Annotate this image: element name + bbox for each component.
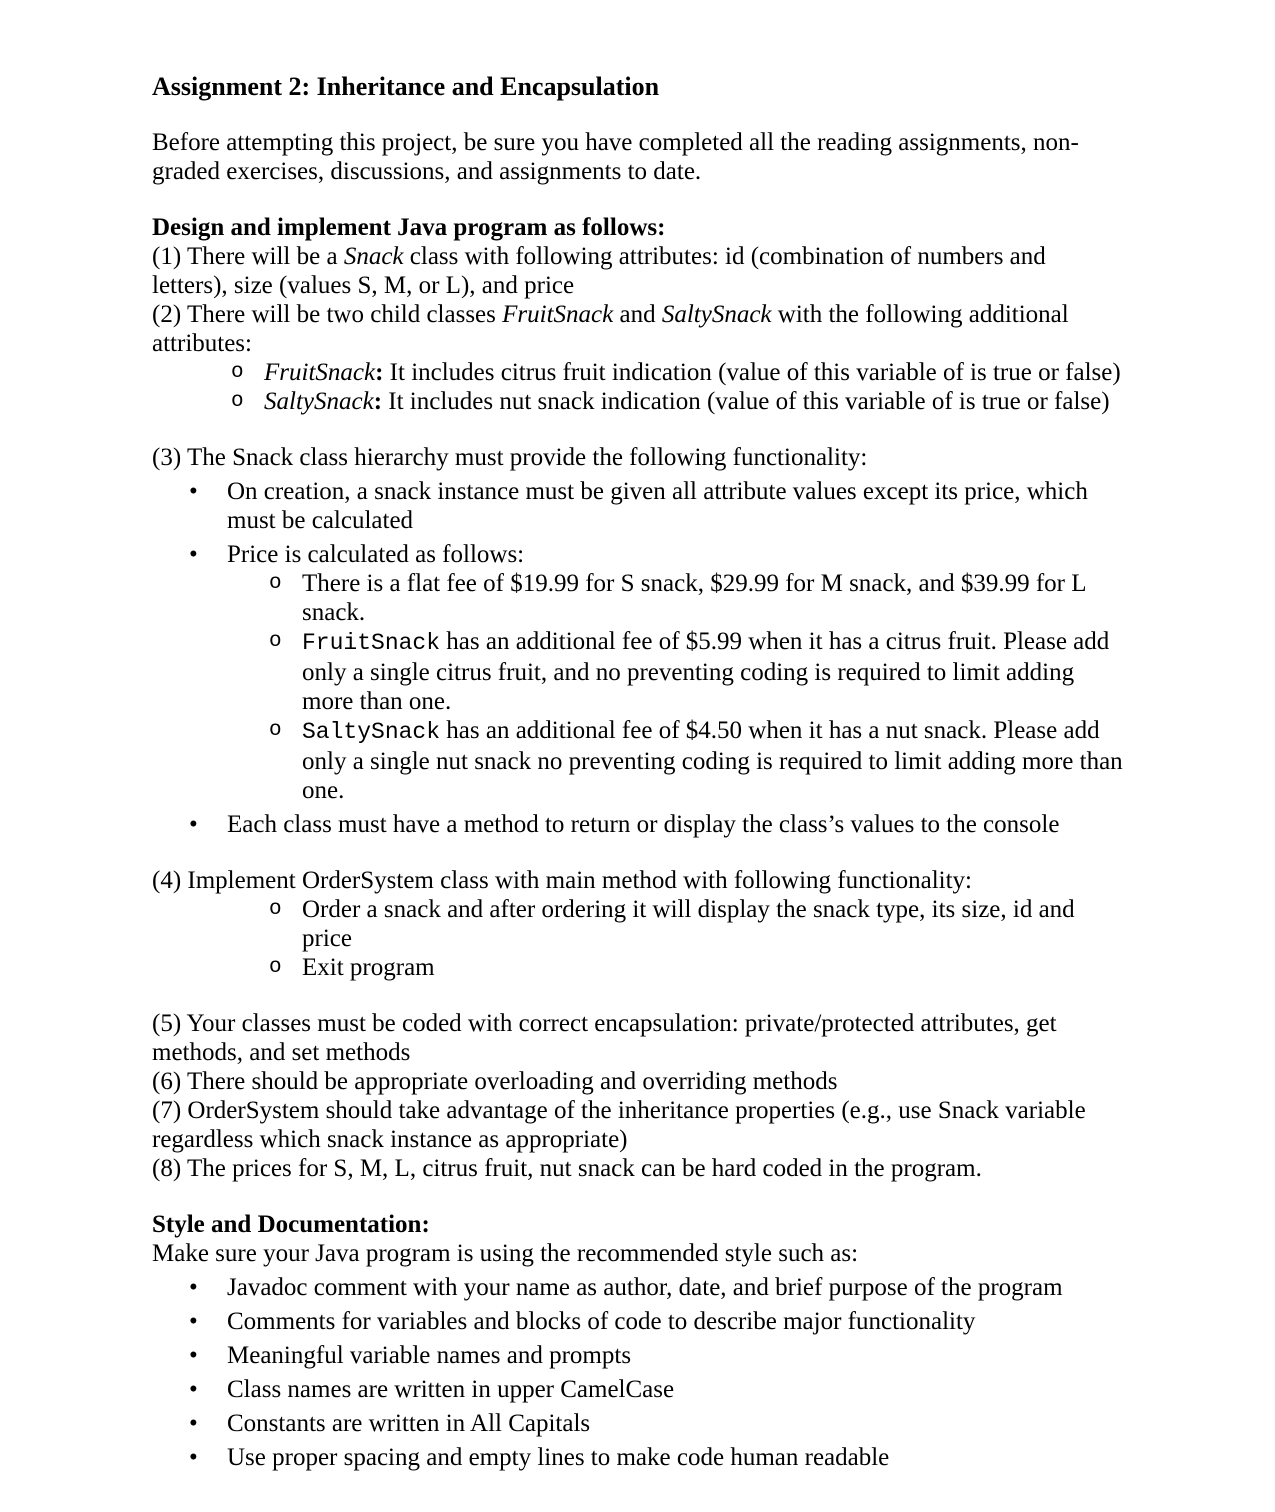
- style-bullet-javadoc: [152, 1273, 1123, 1302]
- bullet-marker: •: [189, 1410, 198, 1437]
- text-segment: has an additional fee of $4.50 when it has a nut snack. Please add only a single nut snack no preventing coding is required to limit adding more than one.: [302, 717, 1123, 804]
- style-bullet-comments: [152, 1307, 1123, 1336]
- list-item-display-method: [152, 810, 1123, 839]
- class-name-saltysnack: SaltySnack: [661, 301, 772, 328]
- list-item-content: Order a snack and after ordering it will display the snack type, its size, id and price: [302, 896, 1075, 952]
- circle-bullet-marker: o: [231, 390, 244, 413]
- list-item-content: Price is calculated as follows:: [227, 541, 525, 568]
- text-segment: and: [613, 301, 662, 328]
- requirement-3: (3) The Snack class hierarchy must provide the following functionality:: [152, 444, 868, 471]
- class-name-snack: Snack: [343, 243, 404, 270]
- list-item-fruitsnack-fee: [152, 627, 1123, 716]
- list-item-content: On creation, a snack instance must be given all attribute values except its price, which must be calculated: [227, 478, 1088, 534]
- text-segment: class with following attributes: id (combination of numbers and letters), size (values S, M, or L), and price: [152, 243, 1046, 299]
- design-section-heading: Design and implement Java program as follows:: [152, 214, 666, 241]
- requirement-7: (7) OrderSystem should take advantage of the inheritance properties (e.g., use Snack variable regardless which snack instance as appropriate): [152, 1097, 1086, 1153]
- colon-separator: :: [373, 388, 383, 415]
- requirement-4: (4) Implement OrderSystem class with main method with following functionality:: [152, 867, 972, 894]
- requirement-5: (5) Your classes must be coded with correct encapsulation: private/protected attributes, get methods, and set methods: [152, 1010, 1057, 1066]
- requirement-1: [152, 242, 1123, 300]
- list-item-flat-fee: [152, 569, 1123, 627]
- colon-separator: :: [375, 359, 384, 386]
- list-item-content: There is a flat fee of $19.99 for S snack, $29.99 for M snack, and $39.99 for L snack.: [302, 570, 1086, 626]
- style-bullet-variable-names: [152, 1341, 1123, 1370]
- list-item-fruitsnack-attribute: [152, 358, 1123, 387]
- class-name-fruitsnack: FruitSnack: [264, 359, 376, 386]
- document-title: Assignment 2: Inheritance and Encapsulation: [152, 72, 660, 101]
- bullet-marker: •: [189, 478, 198, 505]
- class-name-saltysnack: SaltySnack: [264, 388, 374, 415]
- bullet-marker: •: [189, 1274, 198, 1301]
- list-item-content: [302, 628, 1109, 715]
- list-item-content: Each class must have a method to return or display the class’s values to the console: [227, 811, 1060, 838]
- text-segment: (2) There will be two child classes: [152, 301, 503, 328]
- style-section-heading: Style and Documentation:: [152, 1211, 430, 1238]
- list-item-content: Meaningful variable names and prompts: [227, 1342, 632, 1369]
- intro-paragraph: Before attempting this project, be sure you have completed all the reading assignments, non-graded exercises, discussions, and assignments to date.: [152, 129, 1079, 185]
- bullet-marker: •: [189, 1342, 198, 1369]
- bullet-marker: •: [189, 1444, 198, 1471]
- code-saltysnack: SaltySnack: [302, 719, 441, 745]
- bullet-marker: •: [189, 811, 198, 838]
- list-item-content: Comments for variables and blocks of code to describe major functionality: [227, 1308, 976, 1335]
- circle-bullet-marker: o: [269, 719, 282, 742]
- style-intro: Make sure your Java program is using the recommended style such as:: [152, 1240, 859, 1267]
- list-item-exit-program: [152, 953, 1123, 982]
- list-item-saltysnack-attribute: [152, 387, 1123, 416]
- list-item-content: Javadoc comment with your name as author, date, and brief purpose of the program: [227, 1274, 1063, 1301]
- list-item-on-creation: [152, 477, 1123, 535]
- text-segment: It includes citrus fruit indication (value of this variable of is true or false): [383, 359, 1121, 386]
- text-segment: has an additional fee of $5.99 when it has a citrus fruit. Please add only a single citrus fruit, and no preventing coding is required to limit adding more than one.: [302, 628, 1110, 715]
- list-item-saltysnack-fee: [152, 716, 1123, 805]
- list-item-content: Constants are written in All Capitals: [227, 1410, 591, 1437]
- circle-bullet-marker: o: [269, 898, 282, 921]
- code-fruitsnack: FruitSnack: [302, 630, 441, 656]
- text-segment: It includes nut snack indication (value of this variable of is true or false): [382, 388, 1110, 415]
- class-name-fruitsnack: FruitSnack: [502, 301, 614, 328]
- list-item-price-calculated: [152, 540, 1123, 569]
- circle-bullet-marker: o: [269, 630, 282, 653]
- list-item-order-snack: [152, 895, 1123, 953]
- requirement-8: (8) The prices for S, M, L, citrus fruit, nut snack can be hard coded in the program.: [152, 1155, 982, 1182]
- list-item-content: [264, 388, 1110, 415]
- bullet-marker: •: [189, 1376, 198, 1403]
- circle-bullet-marker: o: [269, 572, 282, 595]
- requirement-2: [152, 300, 1123, 358]
- list-item-content: Exit program: [302, 954, 435, 981]
- bullet-marker: •: [189, 541, 198, 568]
- requirement-6: (6) There should be appropriate overloading and overriding methods: [152, 1068, 838, 1095]
- list-item-content: Class names are written in upper CamelCase: [227, 1376, 675, 1403]
- text-segment: (1) There will be a: [152, 243, 344, 270]
- text-segment: with the following additional attributes:: [152, 301, 1069, 357]
- style-bullet-spacing: [152, 1443, 1123, 1472]
- list-item-content: [302, 717, 1123, 804]
- list-item-content: Use proper spacing and empty lines to make code human readable: [227, 1444, 890, 1471]
- circle-bullet-marker: o: [231, 361, 244, 384]
- bullet-marker: •: [189, 1308, 198, 1335]
- list-item-content: [264, 359, 1121, 386]
- style-bullet-constants: [152, 1409, 1123, 1438]
- circle-bullet-marker: o: [269, 956, 282, 979]
- style-bullet-camelcase: [152, 1375, 1123, 1404]
